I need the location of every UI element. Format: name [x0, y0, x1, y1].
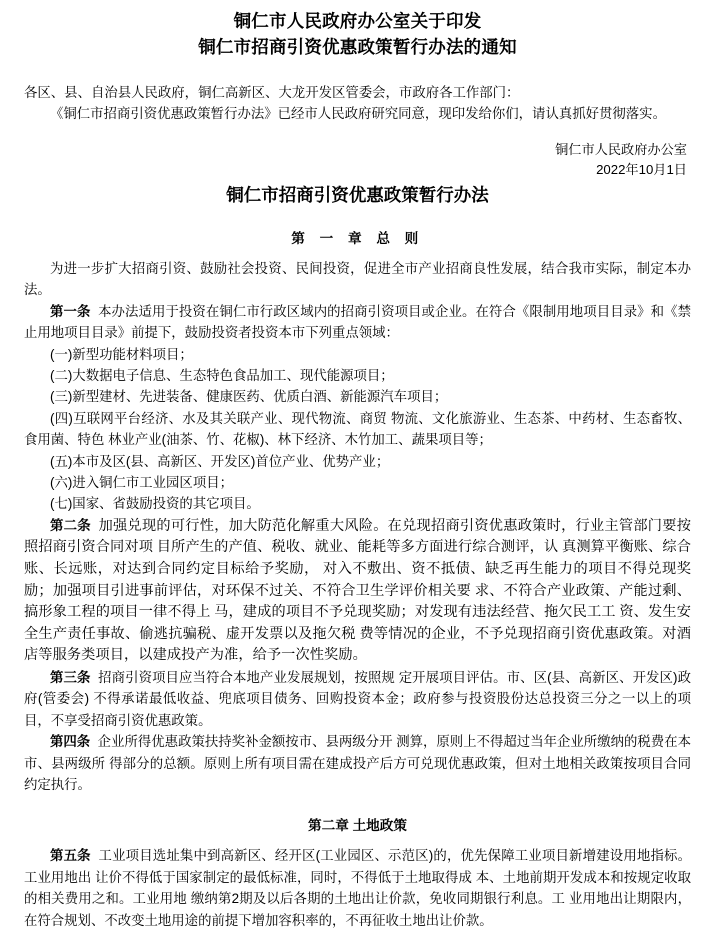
regulation-title: 铜仁市招商引资优惠政策暂行办法 [226, 185, 489, 205]
signature-block [24, 140, 691, 180]
article-5-label: 第五条 [50, 848, 91, 864]
article-3 [24, 667, 691, 731]
list-item: (二)大数据电子信息、生态特色食品加工、现代能源项目； [50, 368, 394, 384]
chapter-one-heading: 第 一 章 总 则 [291, 231, 424, 246]
addressee-block [24, 82, 691, 124]
article-5 [24, 845, 691, 931]
article-2-text: 加强兑现的可行性，加大防范化解重大风险。在兑现招商引资优惠政策时，行业主管部门要按照招商引资合同对项 目所产生的产值、税收、就业、能耗等多方面进行综合测评，认 真测算平衡账、综合账、长远账，对达到合同约定目标给予奖励， 对入不敷出、资不抵债、缺乏再生能力的项目不得兑现奖励；加强项目引进事前评估，对环保不过关、不符合卫生学评价相关要 求、不符合产业政策、产能过剩、搞形象工程的项目一律不得上 马，建成的项目不予兑现奖励；对发现有违法经营、拖欠民工工 资、发生安全生产责任事故、偷逃抗骗税、虚开发票以及拖欠税 费等情况的企业，不予兑现招商引资优惠政策。对酒店等服务类项目，以建成投产为准，给予一次性奖励。 [24, 517, 691, 664]
chapter-one-preamble: 为进一步扩大招商引资、鼓励社会投资、民间投资，促进全市产业招商良性发展，结合我市实际，制定本办法。 [24, 261, 691, 298]
list-item: (六)进入铜仁市工业园区项目； [50, 475, 233, 491]
article-4-label: 第四条 [50, 734, 91, 750]
article-5-text: 工业项目选址集中到高新区、经开区(工业园区、示范区)的，优先保障工业项目新增建设用地指标。工业用地出 让价不得低于国家制定的最低标准，同时，不得低于土地取得成 本、土地前期开发成本和按规定收取的相关费用之和。工业用地 缴纳第2期及以后各期的土地出让价款，免收同期银行利息。工 业用地出让期限内，在符合规划、不改变土地用途的前提下增加容积率的，不再征收土地出让价款。 [24, 848, 691, 928]
transmittal-line: 《铜仁市招商引资优惠政策暂行办法》已经市人民政府研究同意，现印发给你们，请认真抓好贯彻落实。 [50, 106, 666, 121]
article-3-label: 第三条 [50, 670, 91, 686]
article-2-label: 第二条 [50, 517, 91, 533]
article-4-text: 企业所得优惠政策扶持奖补金额按市、县两级分开 测算，原则上不得超过当年企业所缴纳的税费在本市、县两级所 得部分的总额。原则上所有项目需在建成投产后方可兑现优惠政策，但对土地相关政策按项目合同约定执行。 [24, 734, 691, 793]
document-title-line-2: 铜仁市招商引资优惠政策暂行办法的通知 [198, 37, 517, 57]
list-item: (七)国家、省鼓励投资的其它项目。 [50, 496, 260, 512]
chapter-two-heading: 第二章 土地政策 [308, 818, 407, 834]
issuer-name: 铜仁市人民政府办公室 [555, 142, 687, 157]
list-item: (四)互联网平台经济、水及其关联产业、现代物流、商贸 物流、文化旅游业、生态茶、中药材、生态畜牧、食用菌、特色 林业产业(油茶、竹、花椒)、林下经济、木竹加工、蔬果项目等； [24, 410, 691, 448]
list-item: (五)本市及区(县、高新区、开发区)首位产业、优势产业； [50, 453, 390, 469]
document-title [24, 8, 691, 60]
article-2 [24, 515, 691, 667]
article-1-text: 本办法适用于投资在铜仁市行政区域内的招商引资项目或企业。在符合《限制用地项目目录》和《禁止用地项目目录》前提下，鼓励投资者投资本市下列重点领域： [24, 303, 691, 341]
issue-date: 2022年10月1日 [596, 162, 687, 177]
article-1-label: 第一条 [50, 303, 91, 319]
list-item: (三)新型建材、先进装备、健康医药、优质白酒、新能源汽车项目； [50, 389, 448, 405]
article-4 [24, 731, 691, 795]
list-item: (一)新型功能材料项目； [50, 346, 193, 362]
article-3-text: 招商引资项目应当符合本地产业发展规划，按照规 定开展项目评估。市、区(县、高新区、开发区)政府(管委会) 不得承诺最低收益、兜底项目债务、回购投资本金；政府参与投资股份达总投资三分之一以上的项目，不享受招商引资优惠政策。 [24, 670, 691, 728]
document-title-line-1: 铜仁市人民政府办公室关于印发 [233, 11, 482, 31]
article-1 [24, 301, 691, 344]
addressee-line: 各区、县、自治县人民政府，铜仁高新区、大龙开发区管委会，市政府各工作部门： [24, 85, 520, 100]
